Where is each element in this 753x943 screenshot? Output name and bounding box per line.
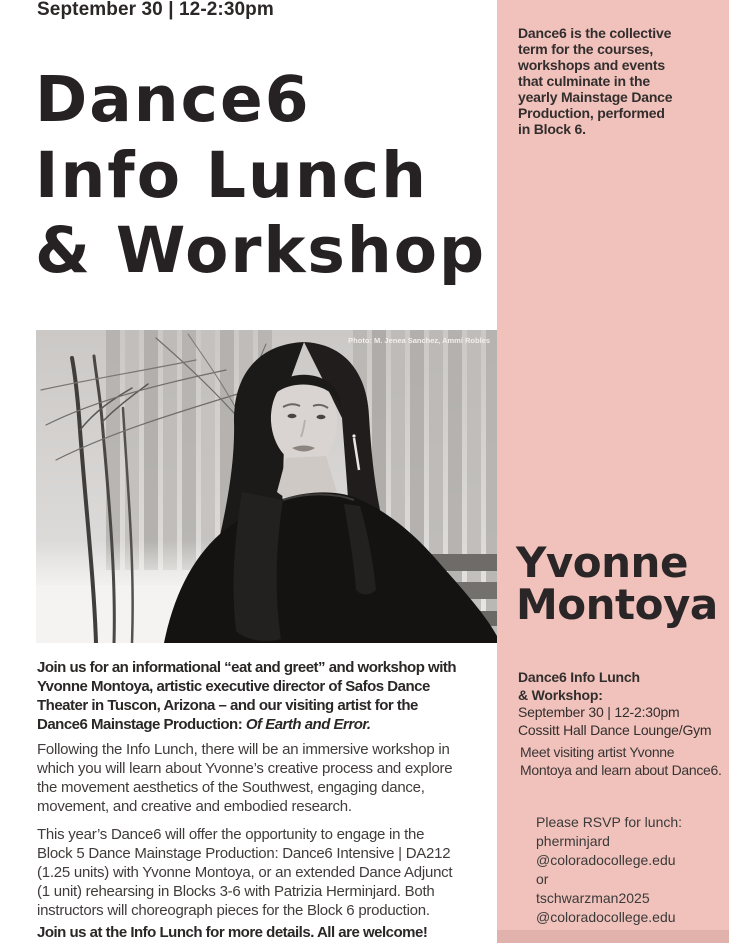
rsvp-email-domain1: @coloradocollege.edu (536, 852, 676, 868)
paragraph-line: Theater in Tuscon, Arizona – and our visiting artist for the (37, 697, 418, 714)
paragraph-line: Join us at the Info Lunch for more details. All are welcome! (37, 924, 428, 941)
hair-over-chest-left (234, 492, 283, 641)
event-title-line: Dance6 Info Lunch (518, 669, 640, 685)
paragraph-line: movement, and creative and embodied research. (37, 798, 352, 815)
paragraph-line (37, 715, 497, 734)
event-details (518, 669, 711, 739)
paragraph-line: Join us for an informational “eat and greet” and workshop with (37, 659, 457, 676)
rsvp-email-domain2: @coloradocollege.edu (536, 909, 676, 925)
paragraph-line: Following the Info Lunch, there will be an immersive workshop in (37, 741, 450, 758)
intro-paragraph (37, 658, 497, 734)
photo-credit: Photo: M. Jenea Sanchez, Ammi Robles (348, 336, 490, 345)
pink-sidebar (497, 0, 729, 943)
paragraph-line: (1 unit) rehearsing in Blocks 3-6 with Patrizia Herminjard. Both (37, 883, 435, 900)
production-title: Of Earth and Error. (245, 716, 371, 733)
workshop-paragraph (37, 740, 497, 816)
title-line-3: & Workshop (35, 214, 487, 287)
panel-bottom-shade (497, 930, 729, 943)
body-copy (37, 658, 497, 942)
dance6-description (518, 25, 672, 137)
event-location: Cossitt Hall Dance Lounge/Gym (518, 721, 712, 738)
title-line-2: Info Lunch (35, 138, 428, 212)
paragraph-line: Yvonne Montoya, artistic executive director of Safos Dance (37, 678, 430, 695)
artist-last-name: Montoya (516, 580, 718, 629)
paragraph-line: Block 5 Dance Mainstage Production: Dance6 Intensive | DA212 (37, 845, 451, 862)
paragraph-line: instructors will choreograph pieces for the Block 6 production. (37, 902, 430, 919)
closing-invitation (37, 923, 497, 942)
paragraph-line: (1.25 units) with Yvonne Montoya, or an extended Dance Adjunct (37, 864, 453, 881)
portrait-photo (36, 330, 497, 643)
description-line: Dance6 is the collective (518, 25, 672, 41)
meet-artist-note (520, 744, 722, 779)
description-line: term for the courses, (518, 41, 654, 57)
rsvp-email-user2: tschwarzman2025 (536, 890, 650, 906)
rsvp-email-user1: pherminjard (536, 833, 610, 849)
rsvp-info (536, 813, 682, 927)
production-label: Dance6 Mainstage Production: (37, 716, 246, 733)
artist-name (516, 538, 718, 629)
description-line: that culminate in the (518, 73, 650, 89)
paragraph-line: which you will learn about Yvonne’s creative process and explore (37, 760, 453, 777)
artist-first-name: Yvonne (516, 538, 688, 587)
poster-title (35, 62, 486, 289)
course-options-paragraph (37, 825, 497, 920)
paragraph-line: This year’s Dance6 will offer the opportunity to engage in the (37, 826, 425, 843)
paragraph-line: the movement aesthetics of the Southwest, engaging dance, (37, 779, 425, 796)
event-title-line: & Workshop: (518, 686, 603, 703)
description-line: workshops and events (518, 57, 665, 73)
rsvp-label: Please RSVP for lunch: (536, 814, 683, 830)
description-line: in Block 6. (518, 121, 586, 137)
title-line-1: Dance6 (35, 63, 311, 136)
event-date-header: September 30 | 12-2:30pm (37, 0, 274, 20)
description-line: yearly Mainstage Dance (518, 89, 673, 105)
meet-note-line: Meet visiting artist Yvonne (520, 744, 675, 760)
rsvp-or: or (536, 871, 549, 887)
description-line: Production, performed (518, 105, 665, 121)
event-datetime: September 30 | 12-2:30pm (518, 704, 680, 720)
meet-note-line: Montoya and learn about Dance6. (520, 761, 722, 778)
